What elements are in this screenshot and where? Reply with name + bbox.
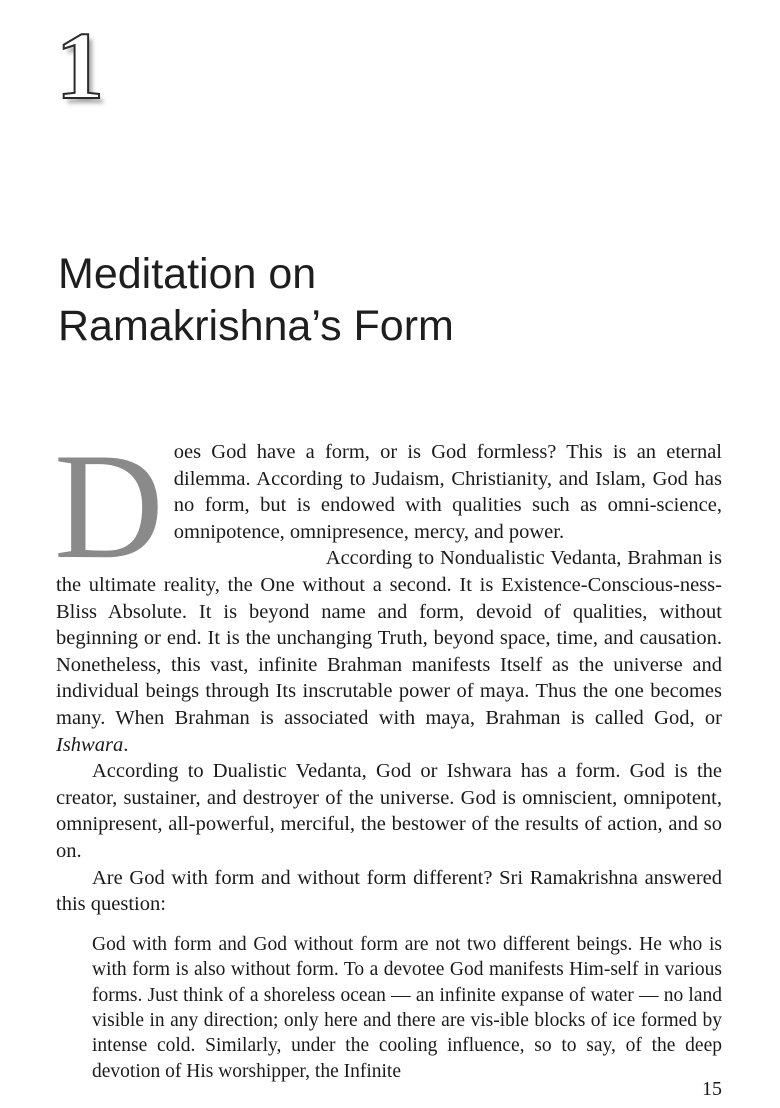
body-text: [54, 422, 722, 1084]
page-number: 15: [702, 1078, 722, 1100]
paragraph-2-end: .: [123, 733, 129, 756]
paragraph-2: [56, 545, 722, 758]
chapter-title: [58, 248, 738, 352]
paragraph-1: [54, 422, 722, 590]
ramakrishna-quote: God with form and God without form are not two different beings. He who is with form is also without form. To a devotee God manifests Him-self in various forms. Just think of a shoreless ocean — an infinite expanse of water — no land visible in any direction; only here and there are vis-ible blocks of ice formed by intense cold. Similarly, under the cooling influence, so to say, of the deep devotion of His worshipper, the Infinite: [92, 933, 722, 1082]
drop-cap: D: [54, 422, 164, 590]
paragraph-3: According to Dualistic Vedanta, God or Ishwara has a form. God is the creator, sustainer, and destroyer of the universe. God is omniscient, omnipotent, omnipresent, all-powerful, merciful, the bestower of the results of action, and so on.: [56, 760, 722, 862]
chapter-number: 1: [56, 12, 104, 119]
paragraph-1-text: oes God have a form, or is God formless? This is an eternal dilemma. According to Judaism, Christianity, and Islam, God has no form, but is endowed with qualities such as omni-science, omnipotence, omnipresence, mercy, and power.: [173, 441, 722, 543]
chapter-title-line-2: Ramakrishna’s Form: [58, 302, 454, 350]
chapter-title-line-1: Meditation on: [58, 250, 317, 298]
paragraph-2-text: According to Nondualistic Vedanta, Brahman is the ultimate reality, the One without a second. It is Existence-Conscious-ness-Bliss Absolute. It is beyond name and form, devoid of qualities, without beginning or end. It is the unchanging Truth, beyond space, time, and causation. Nonetheless, this vast, infinite Brahman manifests Itself as the universe and individual beings through Its inscrutable power of maya. Thus the one becomes many. When Brahman is associated with maya, Brahman is called God, or: [56, 547, 722, 729]
paragraph-4: Are God with form and without form different? Sri Ramakrishna answered this question:: [56, 866, 722, 916]
ishwara-term: Ishwara: [56, 733, 124, 756]
